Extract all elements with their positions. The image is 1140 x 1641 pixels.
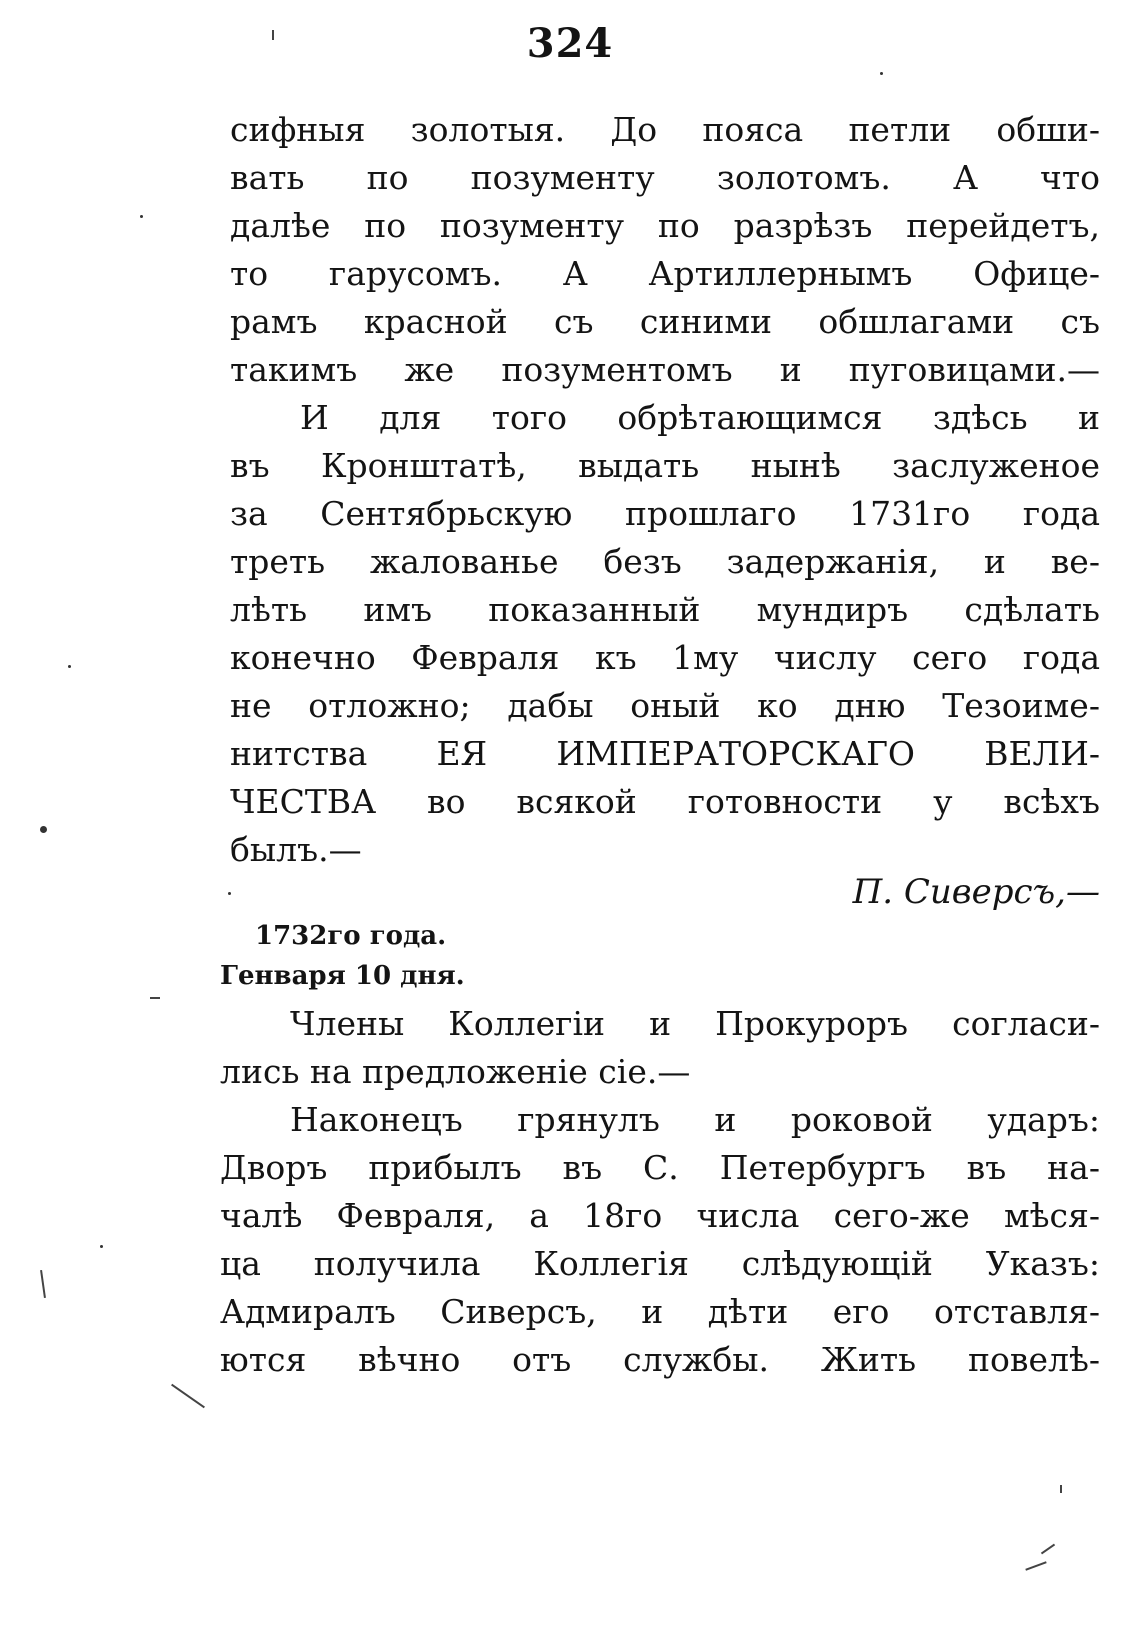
scan-mark [272, 30, 274, 40]
text-line: лѣть имъ показанный мундиръ сдѣлать [230, 590, 1100, 629]
text-line: рамъ красной съ синими обшлагами съ [230, 302, 1100, 341]
scan-speck [68, 665, 71, 668]
scan-speck [40, 826, 47, 833]
scan-mark [1025, 1561, 1046, 1570]
scan-speck [140, 215, 143, 218]
signature: П. Сиверсъ,— [852, 872, 1100, 912]
text-line: нитства ЕЯ ИМПЕРАТОРСКАГО ВЕЛИ- [230, 734, 1100, 773]
scan-mark [1041, 1544, 1055, 1555]
scan-mark [1060, 1485, 1062, 1493]
text-line: ются вѣчно отъ службы. Жить повелѣ- [220, 1340, 1100, 1379]
text-line: треть жалованье безъ задержанія, и ве- [230, 542, 1100, 581]
scan-speck [228, 892, 231, 895]
text-line: былъ.— [230, 830, 362, 869]
scan-speck [100, 1245, 103, 1248]
text-line: Наконецъ грянулъ и роковой ударъ: [290, 1100, 1100, 1139]
text-line: Члены Коллегіи и Прокуроръ согласи- [290, 1004, 1100, 1043]
date-day: Генваря 10 дня. [220, 961, 465, 991]
scan-speck [880, 72, 883, 75]
text-line: сифныя золотыя. До пояса петли обши- [230, 110, 1100, 149]
text-line: вать по позументу золотомъ. А что [230, 158, 1100, 197]
text-line: Дворъ прибылъ въ С. Петербургъ въ на- [220, 1148, 1100, 1187]
scan-mark [150, 997, 160, 999]
text-line: за Сентябрьскую прошлаго 1731го года [230, 494, 1100, 533]
text-line: въ Кронштатѣ, выдать нынѣ заслуженое [230, 446, 1100, 485]
text-line: чалѣ Февраля, а 18го числа сего-же мѣся- [220, 1196, 1100, 1235]
text-line: то гарусомъ. А Артиллернымъ Офице- [230, 254, 1100, 293]
scan-mark [171, 1384, 205, 1409]
scan-mark [40, 1270, 46, 1298]
text-line: конечно Февраля къ 1му числу сего года [230, 638, 1100, 677]
text-line: не отложно; дабы оный ко дню Тезоиме- [230, 686, 1100, 725]
page-number: 324 [526, 20, 614, 67]
text-line: далѣе по позументу по разрѣзъ перейдетъ, [230, 206, 1100, 245]
text-line: И для того обрѣтающимся здѣсь и [300, 398, 1100, 437]
text-line: такимъ же позументомъ и пуговицами.— [230, 350, 1100, 389]
text-line: Адмиралъ Сиверсъ, и дѣти его отставля- [220, 1292, 1100, 1331]
text-line: ца получила Коллегія слѣдующій Указъ: [220, 1244, 1100, 1283]
text-line: ЧЕСТВА во всякой готовности у всѣхъ [230, 782, 1100, 821]
text-line: лись на предложеніе сіе.— [220, 1052, 691, 1091]
date-year: 1732го года. [255, 921, 447, 951]
